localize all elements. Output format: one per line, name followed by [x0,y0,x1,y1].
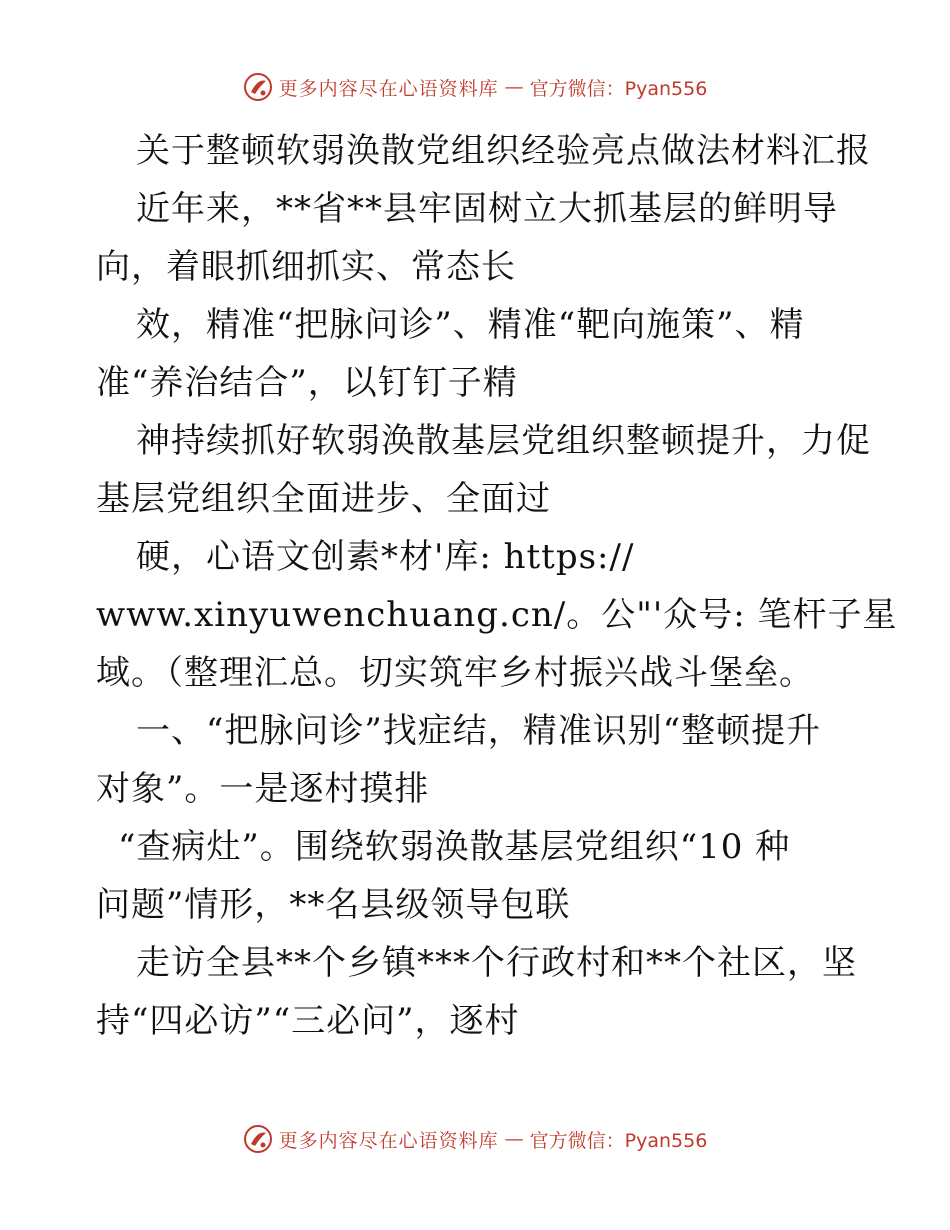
section-heading-line: 一、“把脉问诊”找症结，精准识别“整顿提升 [136,711,822,751]
paragraph-line: 近年来，**省**县牢固树立大抓基层的鲜明导 [136,189,838,229]
watermark-wechat-text: 官方微信：Pyan556 [529,77,708,100]
paragraph-line: 基层党组织全面进步、全面过 [96,479,551,519]
document-title: 关于整顿软弱涣散党组织经验亮点做法材料汇报 [136,131,871,171]
watermark-dash: — [504,76,524,98]
paragraph-line: 问题”情形，**名县级领导包联 [96,885,571,925]
paragraph-line: 向，着眼抓细抓实、常态长 [96,247,516,287]
paragraph-line: 神持续抓好软弱涣散基层党组织整顿提升，力促 [136,421,871,461]
header-watermark [0,72,950,102]
document-body [96,122,898,1050]
paragraph-line: 硬，心语文创素*材'库: https:// [136,537,635,577]
paragraph-line: 对象”。一是逐村摸排 [96,769,430,809]
paragraph-line: 持“四必访”“三必问”，逐村 [96,1001,520,1041]
footer-watermark [0,1124,950,1154]
watermark-site-text: 更多内容尽在心语资料库 [278,77,499,100]
paragraph-line: www.xinyuwenchuang.cn/。公"'众号: 笔杆子星 [96,595,898,635]
paragraph-line: 准“养治结合”，以钉钉子精 [96,363,518,403]
watermark-wechat-text: 官方微信：Pyan556 [529,1129,708,1152]
paragraph-line: 效，精准“把脉问诊”、精准“靶向施策”、精 [136,305,805,345]
brush-logo-icon [243,72,273,102]
paragraph-line: 走访全县**个乡镇***个行政村和**个社区，坚 [136,943,857,983]
watermark-dash: — [504,1128,524,1150]
paragraph-line: 域。（整理汇总。切实筑牢乡村振兴战斗堡垒。 [96,653,814,693]
paragraph-line: “查病灶”。围绕软弱涣散基层党组织“10 种 [118,827,791,867]
brush-logo-icon [243,1124,273,1154]
watermark-site-text: 更多内容尽在心语资料库 [278,1129,499,1152]
